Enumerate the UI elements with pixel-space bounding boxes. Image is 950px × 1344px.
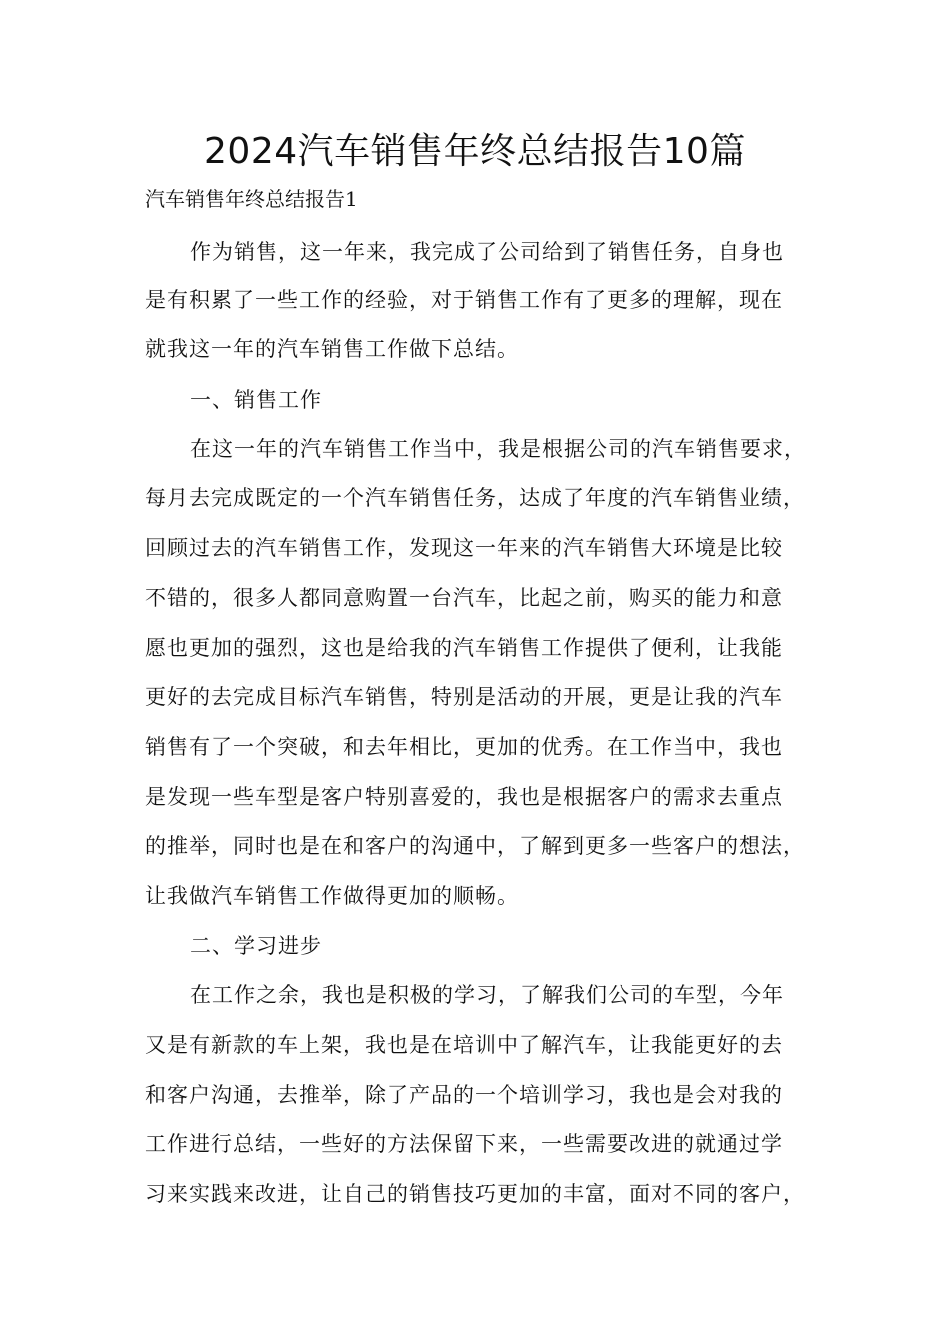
paragraph-line: 的推举，同时也是在和客户的沟通中，了解到更多一些客户的想法， [145, 834, 805, 858]
paragraph-line: 就我这一年的汽车销售工作做下总结。 [145, 337, 519, 361]
paragraph-line: 和客户沟通，去推举，除了产品的一个培训学习，我也是会对我的 [145, 1083, 783, 1107]
paragraph-line: 工作进行总结，一些好的方法保留下来，一些需要改进的就通过学 [145, 1132, 783, 1156]
section-heading: 二、学习进步 [190, 934, 322, 958]
report-subtitle: 汽车销售年终总结报告1 [145, 187, 358, 211]
paragraph-line: 是有积累了一些工作的经验，对于销售工作有了更多的理解，现在 [145, 288, 783, 312]
paragraph-line: 销售有了一个突破，和去年相比，更加的优秀。在工作当中，我也 [145, 735, 783, 759]
paragraph-line: 让我做汽车销售工作做得更加的顺畅。 [145, 884, 519, 908]
paragraph-line: 在工作之余，我也是积极的学习，了解我们公司的车型，今年 [190, 983, 784, 1007]
paragraph-line: 又是有新款的车上架，我也是在培训中了解汽车，让我能更好的去 [145, 1033, 783, 1057]
paragraph-line: 是发现一些车型是客户特别喜爱的，我也是根据客户的需求去重点 [145, 785, 783, 809]
paragraph-line: 习来实践来改进，让自己的销售技巧更加的丰富，面对不同的客户， [145, 1182, 805, 1206]
paragraph-line: 每月去完成既定的一个汽车销售任务，达成了年度的汽车销售业绩， [145, 486, 805, 510]
document-title: 2024汽车销售年终总结报告10篇 [204, 131, 746, 172]
paragraph-line: 作为销售，这一年来，我完成了公司给到了销售任务，自身也 [190, 240, 784, 264]
paragraph-line: 不错的，很多人都同意购置一台汽车，比起之前，购买的能力和意 [145, 586, 783, 610]
paragraph-line: 在这一年的汽车销售工作当中，我是根据公司的汽车销售要求， [190, 437, 806, 461]
paragraph-line: 更好的去完成目标汽车销售，特别是活动的开展，更是让我的汽车 [145, 685, 783, 709]
paragraph-line: 愿也更加的强烈，这也是给我的汽车销售工作提供了便利，让我能 [145, 636, 783, 660]
paragraph-line: 回顾过去的汽车销售工作，发现这一年来的汽车销售大环境是比较 [145, 536, 783, 560]
section-heading: 一、销售工作 [190, 388, 322, 412]
